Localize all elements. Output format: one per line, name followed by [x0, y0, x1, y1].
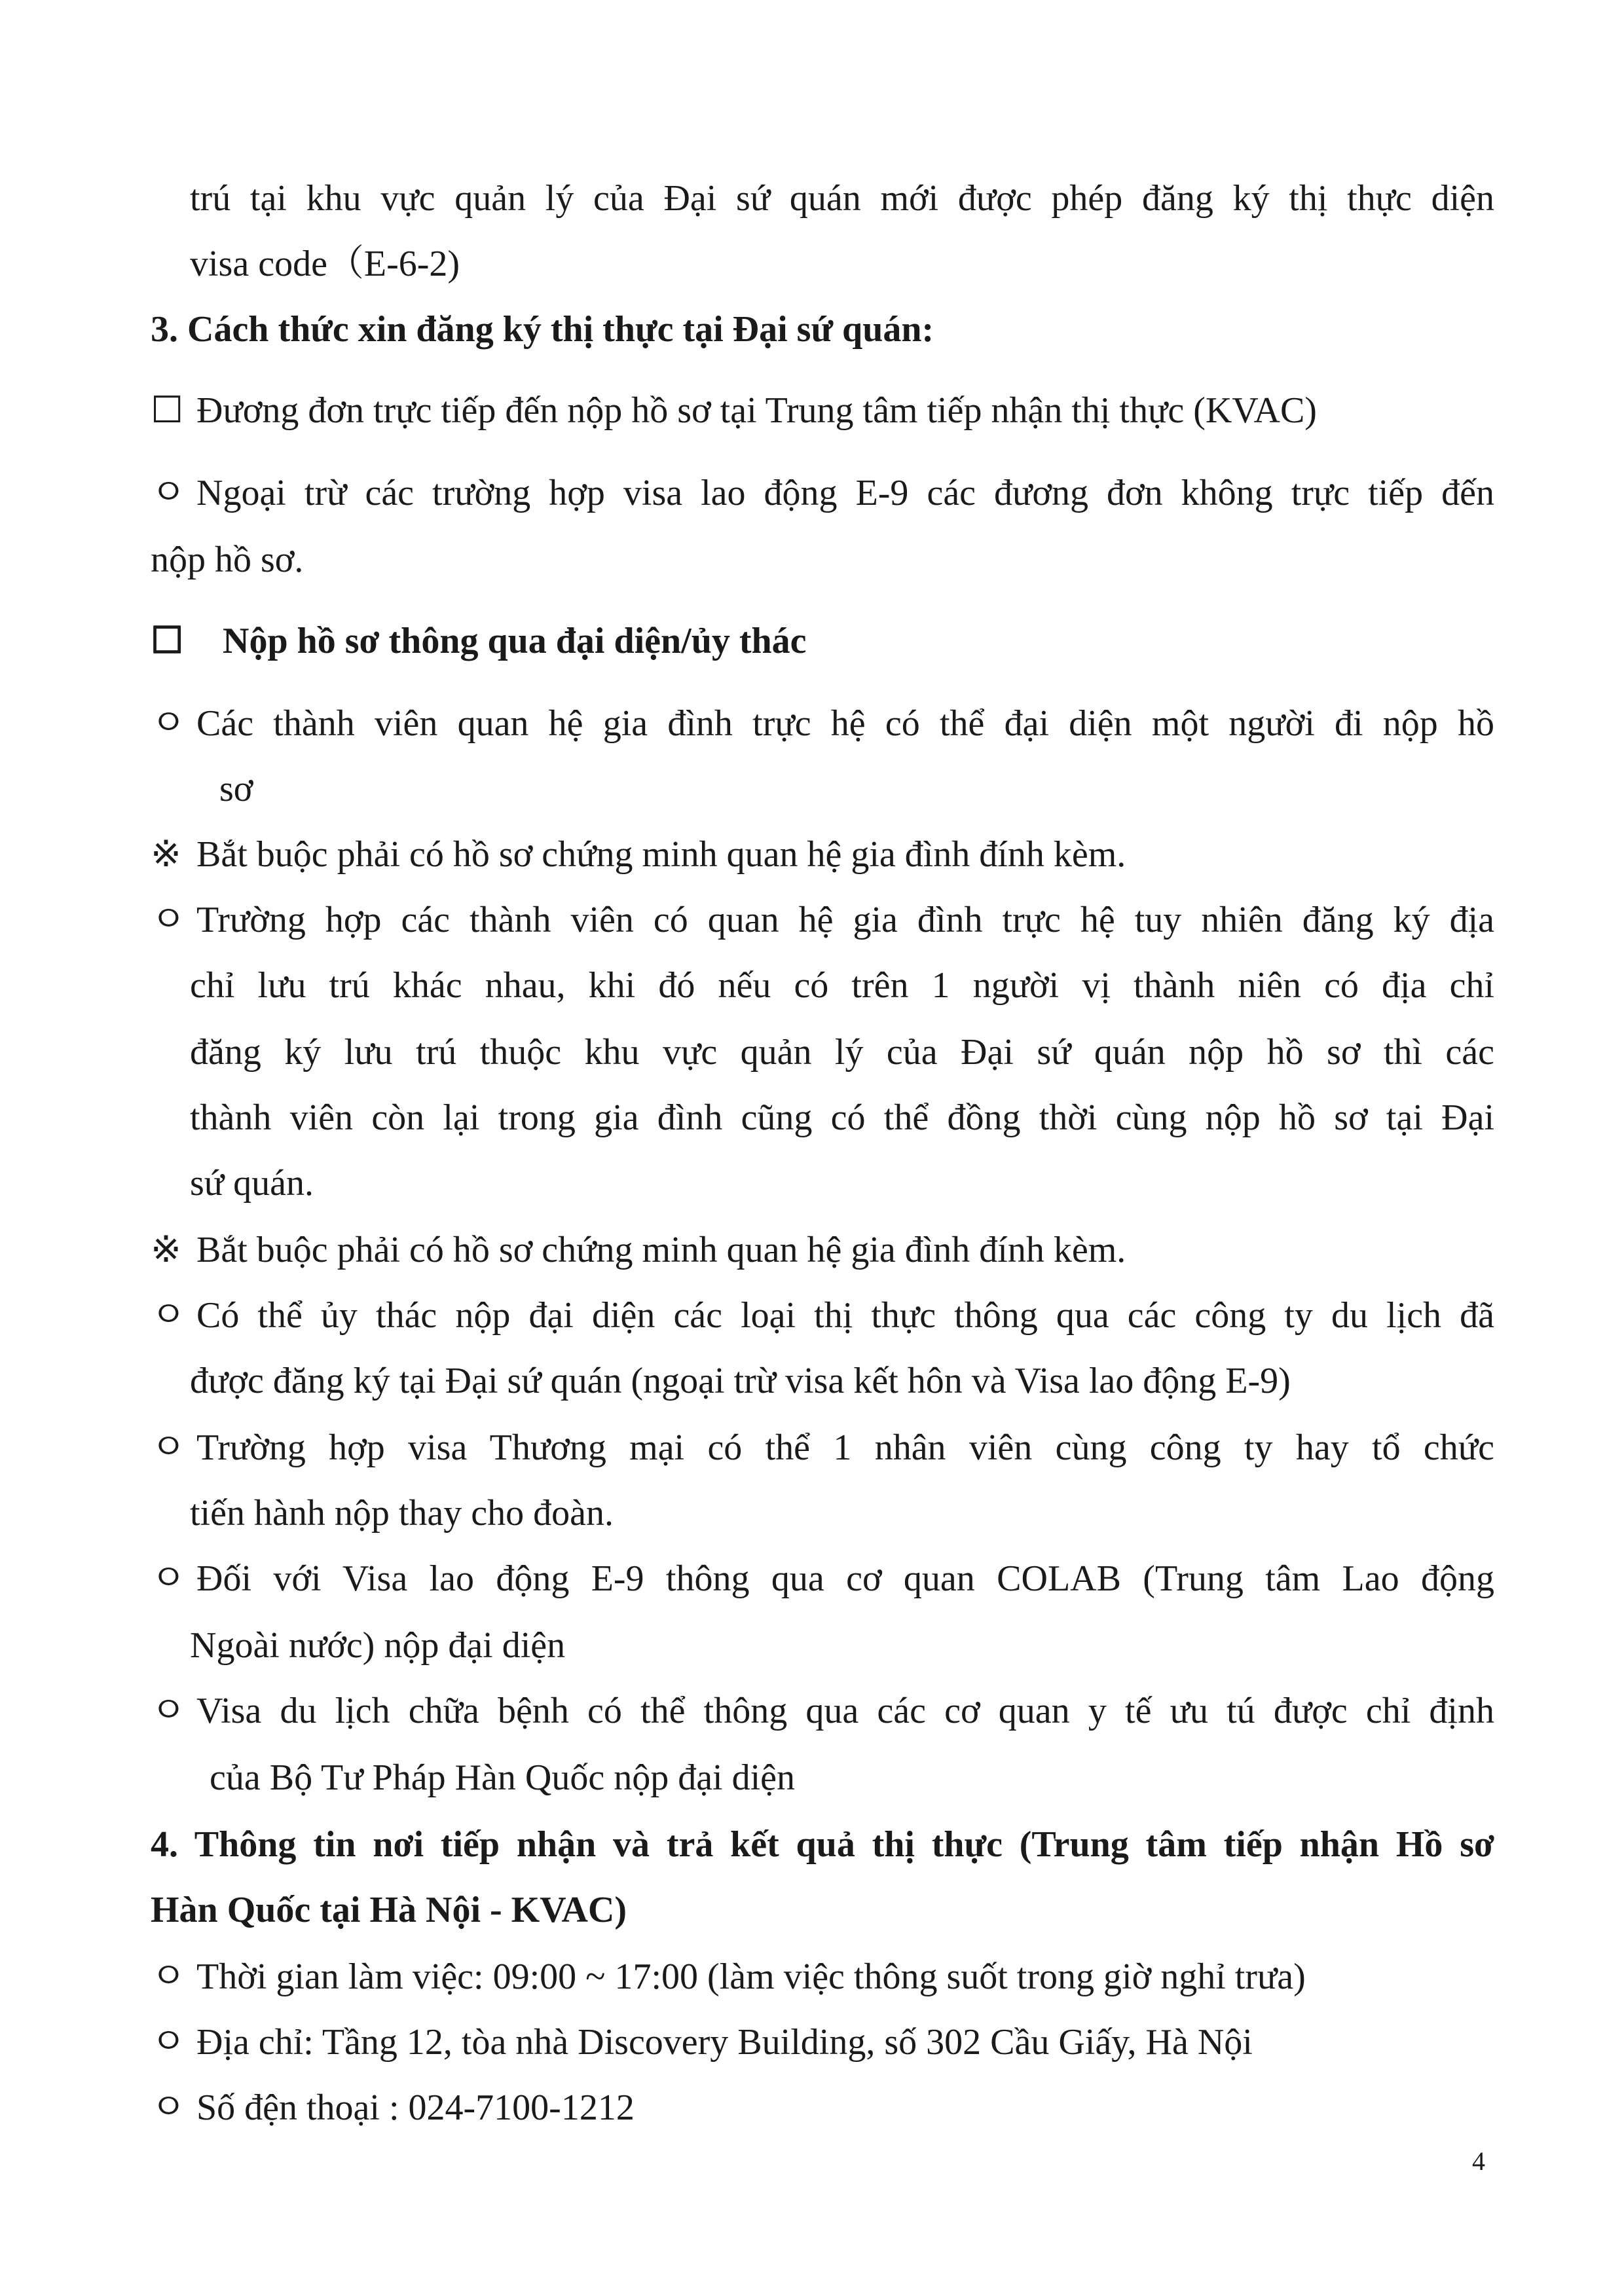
note-text: Bắt buộc phải có hồ sơ chứng minh quan hệ gia đình đính kèm.: [196, 1230, 1126, 1270]
text-line: được đăng ký tại Đại sứ quán (ngoại trừ visa kết hôn và Visa lao động E-9): [190, 1361, 1291, 1401]
note-item: [151, 832, 1126, 877]
bullet-text: Visa du lịch chữa bệnh có thể thông qua các cơ quan y tế ưu tú được chỉ định: [196, 1691, 1494, 1731]
text-line: Ngoài nước) nộp đại diện: [190, 1625, 566, 1666]
circle-bullet-icon: ㅇ: [151, 1558, 187, 1599]
circle-bullet-icon: ㅇ: [151, 2022, 187, 2063]
text-line: đăng ký lưu trú thuộc khu vực quản lý của Đại sứ quán nộp hồ sơ thì các: [190, 1032, 1494, 1073]
text-line: sơ: [219, 769, 253, 809]
bullet-item: [151, 1425, 1494, 1471]
bullet-text: Các thành viên quan hệ gia đình trực hệ có thể đại diện một người đi nộp hồ: [196, 703, 1494, 744]
text-line: thành viên còn lại trong gia đình cũng có thể đồng thời cùng nộp hồ sơ tại Đại: [190, 1097, 1494, 1138]
bullet-text: Trường hợp các thành viên có quan hệ gia đình trực hệ tuy nhiên đăng ký địa: [196, 900, 1494, 940]
section-heading-4-cont: Hàn Quốc tại Hà Nội - KVAC): [151, 1890, 627, 1930]
working-hours-text: Thời gian làm việc: 09:00 ~ 17:00 (làm việc thông suốt trong giờ nghỉ trưa): [196, 1956, 1306, 1997]
bullet-item: [151, 388, 1317, 433]
text-line: visa code（E-6-2): [190, 244, 460, 284]
note-mark-icon: ※: [151, 1230, 181, 1270]
circle-bullet-icon: ㅇ: [151, 900, 187, 940]
text-line: sứ quán.: [190, 1163, 314, 1203]
square-bullet-icon: ☐: [151, 621, 184, 661]
bullet-text: Đối với Visa lao động E-9 thông qua cơ quan COLAB (Trung tâm Lao động: [196, 1558, 1494, 1599]
bullet-item: [151, 1688, 1494, 1734]
text-line: chỉ lưu trú khác nhau, khi đó nếu có trên 1 người vị thành niên có địa chỉ: [190, 965, 1494, 1006]
page-number: 4: [1472, 2146, 1485, 2176]
bullet-heading: [151, 618, 807, 664]
circle-bullet-icon: ㅇ: [151, 1691, 187, 1731]
circle-bullet-icon: ㅇ: [151, 703, 187, 744]
section-heading-3: 3. Cách thức xin đăng ký thị thực tại Đại sứ quán:: [151, 309, 934, 350]
bullet-item: [151, 701, 1494, 746]
circle-bullet-icon: ㅇ: [151, 1427, 187, 1468]
text-line: trú tại khu vực quản lý của Đại sứ quán mới được phép đăng ký thị thực diện: [190, 178, 1494, 219]
circle-bullet-icon: ㅇ: [151, 2087, 187, 2128]
bullet-item: [151, 2019, 1253, 2065]
bullet-item: [151, 897, 1494, 943]
text-line: của Bộ Tư Pháp Hàn Quốc nộp đại diện: [210, 1757, 796, 1798]
bullet-text: Có thể ủy thác nộp đại diện các loại thị thực thông qua các công ty du lịch đã: [196, 1295, 1494, 1336]
note-text: Bắt buộc phải có hồ sơ chứng minh quan hệ gia đình đính kèm.: [196, 834, 1126, 875]
text-line: nộp hồ sơ.: [151, 540, 304, 580]
bullet-text: Trường hợp visa Thương mại có thể 1 nhân viên cùng công ty hay tổ chức: [196, 1427, 1494, 1468]
bullet-item: [151, 1954, 1306, 2000]
note-mark-icon: ※: [151, 834, 181, 875]
bullet-item: [151, 470, 1494, 516]
circle-bullet-icon: ㅇ: [151, 1295, 187, 1336]
text-line: tiến hành nộp thay cho đoàn.: [190, 1493, 614, 1533]
circle-bullet-icon: ㅇ: [151, 1956, 187, 1997]
circle-bullet-icon: ㅇ: [151, 473, 187, 513]
bullet-item: [151, 2085, 635, 2131]
square-bullet-icon: ☐: [151, 390, 184, 431]
bullet-item: [151, 1293, 1494, 1338]
bullet-text: Ngoại trừ các trường hợp visa lao động E-9 các đương đơn không trực tiếp đến: [196, 473, 1494, 513]
bullet-text: Đương đơn trực tiếp đến nộp hồ sơ tại Trung tâm tiếp nhận thị thực (KVAC): [196, 390, 1317, 431]
address-text: Địa chỉ: Tầng 12, tòa nhà Discovery Building, số 302 Cầu Giấy, Hà Nội: [196, 2022, 1253, 2063]
note-item: [151, 1227, 1126, 1273]
phone-text: Số đện thoại : 024-7100-1212: [196, 2087, 635, 2128]
bullet-text: Nộp hồ sơ thông qua đại diện/ủy thác: [223, 621, 807, 661]
bullet-item: [151, 1556, 1494, 1602]
section-heading-4: 4. Thông tin nơi tiếp nhận và trả kết quả thị thực (Trung tâm tiếp nhận Hồ sơ: [151, 1824, 1494, 1865]
